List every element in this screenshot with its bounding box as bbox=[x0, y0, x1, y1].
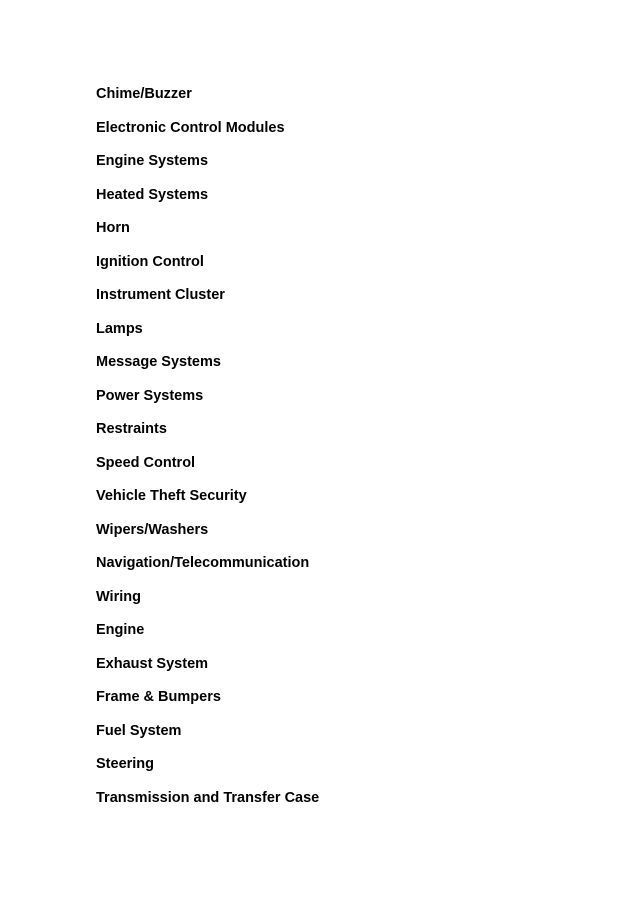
topic-item: Horn bbox=[96, 220, 130, 236]
topic-item: Transmission and Transfer Case bbox=[96, 789, 320, 806]
topic-item: Lamps bbox=[96, 320, 143, 337]
topic-item: Message Systems bbox=[96, 354, 221, 370]
topic-item: Heated Systems bbox=[96, 186, 209, 203]
topic-item: Electronic Control Modules bbox=[96, 119, 285, 136]
topic-item: Steering bbox=[96, 756, 155, 772]
topic-item: Wiring bbox=[96, 588, 141, 605]
topic-item: Instrument Cluster bbox=[96, 287, 225, 303]
topic-item: Exhaust System bbox=[96, 655, 209, 672]
topic-item: Power Systems bbox=[96, 387, 204, 404]
topic-item: Frame & Bumpers bbox=[96, 689, 221, 705]
topic-item: Engine bbox=[96, 622, 145, 638]
topic-item: Navigation/Telecommunication bbox=[96, 555, 310, 571]
topic-item: Fuel System bbox=[96, 722, 182, 739]
topic-item: Speed Control bbox=[96, 454, 196, 471]
topic-item: Ignition Control bbox=[96, 253, 204, 270]
topic-item: Engine Systems bbox=[96, 153, 209, 169]
topic-item: Vehicle Theft Security bbox=[96, 488, 247, 504]
topic-item: Wipers/Washers bbox=[96, 521, 209, 538]
topic-list bbox=[96, 84, 319, 821]
topic-item: Chime/Buzzer bbox=[96, 86, 192, 102]
topic-item: Restraints bbox=[96, 421, 167, 437]
